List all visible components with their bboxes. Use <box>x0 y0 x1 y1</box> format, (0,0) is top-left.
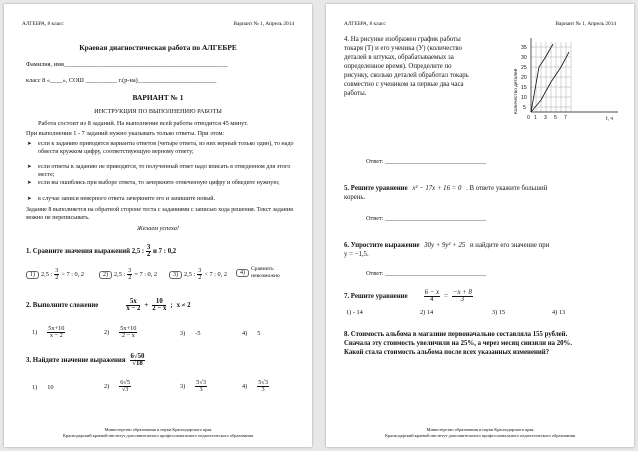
answer-line[interactable]: Ответ: ________________________________ <box>366 158 486 165</box>
x-tick-label: 7 <box>564 115 567 121</box>
answer-line[interactable]: Ответ: ________________________________ <box>366 270 486 277</box>
wish-text: Желаем успеха! <box>136 225 179 232</box>
x-tick-label: 0 <box>527 115 530 121</box>
question-4-text: токаря (Т) и его ученика (У) (количество <box>344 45 462 52</box>
header-subject: АЛГЕБРА, 8 класс <box>344 21 386 27</box>
y-tick-label: 30 <box>521 55 527 61</box>
answer-option-1[interactable]: 1) 10 <box>32 384 54 391</box>
answer-option-4[interactable]: 4) $\frac{5√3}{3}$ <box>242 379 269 393</box>
answer-option-3[interactable]: 3) 15 <box>492 309 506 316</box>
question-6-text: y = −1,5. <box>344 251 369 258</box>
header-variant: Вариант № 1, Апрель 2014 <box>233 21 294 27</box>
question-8-text: Какой стала стоимость альбома после всех указанных изменений? <box>344 349 550 356</box>
question-8-text: Сначала эту стоимость увеличили на 25%, а через месяц снизили на 20%. <box>344 340 573 347</box>
question-6: 6. Упростите выражение 30y + 9y² + 25 и найдите его значение при <box>344 242 550 249</box>
answer-option-4[interactable]: 4) Сравнить невозможно <box>236 266 298 279</box>
question-2: 2. Выполните сложение $\frac{5x}{x - 2}$ + $\frac{10}{2 - x}$ ; x ≠ 2 <box>26 298 191 312</box>
y-tick-label: 35 <box>521 45 527 51</box>
instruction-title: ИНСТРУКЦИЯ ПО ВЫПОЛНЕНИЮ РАБОТЫ <box>94 108 222 115</box>
page-title: Краевая диагностическая работа по АЛГЕБРЕ <box>79 43 237 52</box>
answer-option-4[interactable]: 4) 13 <box>552 309 566 316</box>
left-page <box>4 4 312 447</box>
instruction-text: Задание 8 выполняется на обратной стороне теста с заданиями с записью хода решения. Текст задания можно не переписывать. <box>26 207 293 221</box>
question-4-text: совместно с учеником за первые два часа <box>344 81 464 88</box>
answer-option-3[interactable]: 3) 2,5 : $\frac{3}{2}$ < 7 : 0, 2 <box>169 268 227 281</box>
x-tick-labels <box>527 115 567 121</box>
instruction-text: При выполнении 1 - 7 заданий нужно указывать только ответы. При этом: <box>26 130 225 137</box>
question-3: 3. Найдите значение выражения $\frac{6√50}{√18}$ <box>26 353 145 367</box>
header-variant: Вариант № 1, Апрель 2014 <box>555 21 616 27</box>
page-header <box>22 21 294 27</box>
instruction-bullet: ➤ если ответы к заданию не приводятся, то полученный ответ надо вписать в отведенном для этого месте; <box>38 164 294 179</box>
answer-option-1[interactable]: 1) - 14 <box>346 309 363 316</box>
y-tick-label: 10 <box>521 95 527 101</box>
answer-option-2[interactable]: 2) 2,5 : $\frac{3}{2}$ = 7 : 0, 2 <box>99 268 157 281</box>
answer-option-3[interactable]: 3) -5 <box>180 330 201 337</box>
y-axis-label: Количество деталей <box>514 68 519 114</box>
instruction-bullet: ➤ в случае записи неверного ответа зачеркните его и запишите новый. <box>38 196 294 204</box>
answer-option-4[interactable]: 4) 5 <box>242 330 261 337</box>
instruction-bullet: ➤ если вы ошиблись при выборе ответа, то зачеркните отмеченную цифру и обведите нужную; <box>38 180 294 188</box>
x-axis-label: t, ч <box>606 116 614 122</box>
answer-option-2[interactable]: 2) $\frac{5x+10}{2 - x}$ <box>104 325 137 339</box>
page-header <box>344 21 616 27</box>
y-tick-labels <box>521 45 527 111</box>
question-4-text: рисунку, сколько деталей обработал токарь <box>344 72 469 79</box>
name-field: Фамилия, имя____________________________________________________ <box>26 61 228 68</box>
question-4-text: 4. На рисунке изображен график работы <box>344 36 461 43</box>
y-tick-label: 25 <box>521 65 527 71</box>
page-footer: Министерство образования и науки Краснодарского края Краснодарский краевой институт дополнительного профессионального педагогического образования <box>62 427 254 438</box>
question-4-text: работы. <box>344 90 367 97</box>
y-tick-label: 5 <box>523 105 526 111</box>
right-page <box>326 4 634 447</box>
y-tick-label: 20 <box>521 75 527 81</box>
question-4-text: определенное время). Определите по <box>344 63 452 70</box>
answer-option-3[interactable]: 3) $\frac{5√3}{3}$ <box>180 379 207 393</box>
answer-line[interactable]: Ответ: ________________________________ <box>366 215 486 222</box>
answer-option-1[interactable]: 1) 2,5 : $\frac{3}{2}$ > 7 : 0, 2 <box>26 268 84 281</box>
question-5: 5. Решите уравнение x² − 17x + 16 = 0 . В ответе укажите больший <box>344 185 548 192</box>
work-graph <box>514 32 626 128</box>
question-7: 7. Решите уравнение $\frac{6 - x}{4}$ = $\frac{-x + 8}{3}$ <box>344 289 472 303</box>
variant-heading: ВАРИАНТ № 1 <box>132 93 184 102</box>
turner-line <box>531 44 553 112</box>
question-1: 1. Сравните значения выражений 2,5 : $\frac{3}{2}$ и 7 : 0,2 <box>26 244 177 258</box>
header-subject: АЛГЕБРА, 8 класс <box>22 21 64 27</box>
question-8-text: 8. Стоимость альбома в магазине первоначально составляла 155 рублей. <box>344 331 568 338</box>
answer-option-1[interactable]: 1) $\frac{5x+10}{x - 2}$ <box>32 325 65 339</box>
x-tick-label: 5 <box>554 115 557 121</box>
page-footer: Министерство образования и науки Краснодарского края Краснодарский краевой институт дополнительного профессионального педагогического образования <box>384 427 576 438</box>
class-field: класс 8 «____», СОШ __________ г.(р-на)_________________________ <box>26 77 217 84</box>
answer-option-2[interactable]: 2) 14 <box>420 309 434 316</box>
x-tick-label: 3 <box>544 115 547 121</box>
instruction-text: Работа состоит из 8 заданий. На выполнение всей работы отводится 45 минут. <box>38 120 249 127</box>
question-4-text: деталей в штуках, обрабатываемых за <box>344 54 454 61</box>
instruction-bullet: ➤ если к заданию приводятся варианты ответов (четыре ответа, из них верный только один), то надо обвести кружком цифру, соответствующую верному ответу; <box>38 141 294 156</box>
x-tick-label: 1 <box>534 115 537 121</box>
y-tick-label: 15 <box>521 85 527 91</box>
answer-option-2[interactable]: 2) $\frac{6√5}{√3}$ <box>104 379 131 393</box>
question-5-text: корень. <box>344 194 366 201</box>
